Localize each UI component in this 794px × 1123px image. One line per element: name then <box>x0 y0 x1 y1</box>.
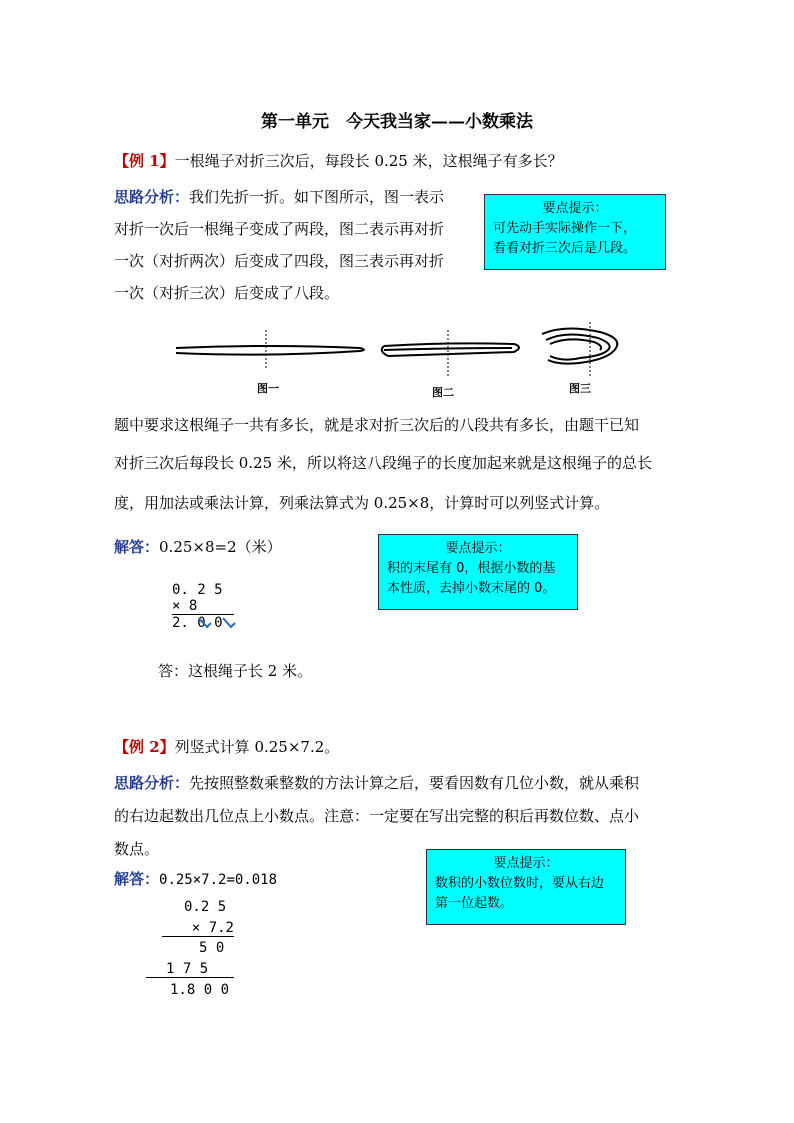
strike-zero-marks <box>195 614 245 632</box>
tip-box-3 <box>426 849 626 925</box>
tip-line: 本性质，去掉小数末尾的 0。 <box>387 581 556 596</box>
example-1-answer-line <box>114 536 282 557</box>
example-2-analysis-line-1 <box>114 772 639 793</box>
example-1-explain-line-3: 度，用加法或乘法计算，列乘法算式为 0.25×8，计算时可以列竖式计算。 <box>114 494 610 512</box>
partial-product: 1 7 5 <box>166 961 209 977</box>
tip-box-1 <box>484 194 666 270</box>
vertical-calc-row: × 8 <box>172 598 234 615</box>
example-1-explain-line-1: 题中要求这根绳子一共有多长，就是求对折三次后的八段共有多长，由题干已知 <box>114 416 640 434</box>
example-1-analysis-label: 思路分析： <box>114 188 190 206</box>
example-2-question-line <box>114 736 339 757</box>
example-2-analysis-label: 思路分析： <box>114 774 190 792</box>
analysis-text: 先按照整数乘整数的方法计算之后，要看因数有几位小数，就从乘积 <box>189 774 640 792</box>
analysis-text: 我们先折一折。如下图所示，图一表示 <box>189 188 445 206</box>
figure-1-rope <box>176 330 364 370</box>
example-2-analysis-line-3: 数点。 <box>114 840 160 858</box>
vertical-calc-row: 0. 2 5 <box>172 582 223 598</box>
page-title: 第一单元 今天我当家——小数乘法 <box>261 112 533 132</box>
tip-title: 要点提示： <box>542 201 608 216</box>
figure-label-2: 图二 <box>432 386 454 399</box>
example-1-analysis-line-3: 一次（对折两次）后变成了四段，图三表示再对折 <box>114 252 445 270</box>
example-2-question: 列竖式计算 0.25×7.2。 <box>174 738 340 756</box>
example-1-analysis-line-1 <box>114 186 444 207</box>
answer-expression: 0.25×8=2（米） <box>159 538 282 556</box>
tip-line: 看看对折三次后是几段。 <box>493 241 637 256</box>
answer-expression: 0.25×7.2=0.018 <box>159 872 278 888</box>
tip-line: 积的末尾有 0，根据小数的基 <box>387 561 556 576</box>
example-1-explain-line-2: 对折三次后每段长 0.25 米，所以将这八段绳子的长度加起来就是这根绳子的总长 <box>114 454 652 472</box>
vertical-calc-row: 0.2 5 <box>184 899 227 915</box>
answer-label: 解答： <box>114 538 160 556</box>
example-1-question-line <box>114 150 563 171</box>
example-2-tag: 【例 2】 <box>114 738 175 756</box>
vertical-calc-row: 2. 0 0 <box>172 615 223 631</box>
example-1-analysis-line-2: 对折一次后一根绳子变成了两段，图二表示再对折 <box>114 220 445 238</box>
tip-title: 要点提示： <box>493 856 559 871</box>
vertical-calc-row: × 7.2 <box>162 920 234 937</box>
example-2-analysis-line-2: 的右边起数出几位点上小数点。注意：一定要在写出完整的积后再数位数、点小 <box>114 807 640 825</box>
figure-3-rope <box>542 322 617 376</box>
example-1-analysis-line-4: 一次（对折三次）后变成了八段。 <box>114 284 340 302</box>
tip-box-2 <box>378 534 578 610</box>
figure-2-rope <box>382 330 519 376</box>
example-1-final-answer: 答：这根绳子长 2 米。 <box>158 662 313 680</box>
vertical-calc-row <box>146 961 234 978</box>
vertical-calc-row: 1.8 0 0 <box>170 982 230 998</box>
figure-label-1: 图一 <box>257 382 279 395</box>
vertical-calc-row: 5 0 <box>199 940 225 956</box>
tip-line: 第一位起数。 <box>435 896 514 911</box>
figure-label-3: 图三 <box>569 382 591 395</box>
example-1-tag: 【例 1】 <box>114 152 175 170</box>
example-2-answer-line <box>114 868 277 889</box>
example-1-question: 一根绳子对折三次后，每段长 0.25 米，这根绳子有多长？ <box>174 152 563 170</box>
tip-line: 可先动手实际操作一下， <box>493 221 637 236</box>
tip-line: 数积的小数位数时，要从右边 <box>435 876 605 891</box>
answer-label: 解答： <box>114 870 160 888</box>
tip-title: 要点提示： <box>445 541 511 556</box>
